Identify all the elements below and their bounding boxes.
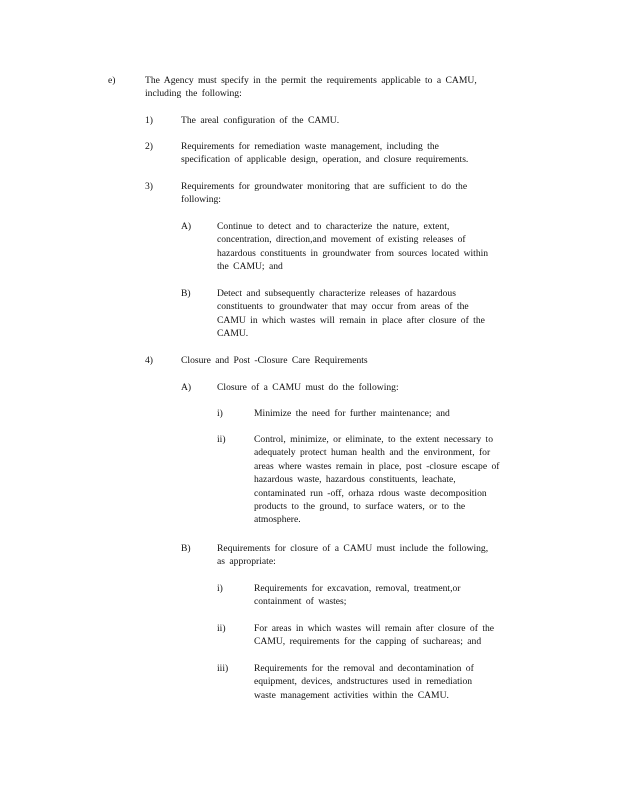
item-text: The Agency must specify in the permit the requirements applicable to a CAMU, including the following: (145, 75, 477, 100)
item-label: 3) (145, 181, 153, 192)
item-label: ii) (217, 623, 226, 634)
item-text: The areal configuration of the CAMU. (181, 115, 340, 126)
item-text: Requirements for the removal and decontamination of equipment, devices, andstructures used in remediation waste management activities within the CAMU. (254, 663, 474, 701)
item-label: B) (181, 288, 191, 299)
item-text: Continue to detect and to characterize the nature, extent, concentration, direction,and movement of existing releases of hazardous constituents in groundwater from sources located within the CAMU; and (217, 221, 489, 273)
item-text: Requirements for closure of a CAMU must include the following, as appropriate: (217, 543, 489, 568)
item-label: A) (181, 221, 192, 232)
item-text: Detect and subsequently characterize releases of hazardous constituents to groundwater that may occur from areas of the CAMU in which wastes will remain in place after closure of the CAMU. (217, 288, 485, 340)
item-label: i) (217, 583, 223, 594)
item-text: Closure of a CAMU must do the following: (217, 382, 399, 393)
item-label: 1) (145, 115, 153, 126)
item-text: Minimize the need for further maintenance; and (254, 408, 450, 419)
item-label: e) (108, 75, 116, 86)
item-text: Requirements for remediation waste management, including the specification of applicable design, operation, and closure requirements. (181, 141, 469, 166)
item-label: i) (217, 408, 223, 419)
item-label: B) (181, 543, 191, 554)
item-text: Requirements for excavation, removal, treatment,or containment of wastes; (254, 583, 461, 608)
item-label: ii) (217, 434, 226, 445)
item-label: 2) (145, 141, 153, 152)
item-text: Control, minimize, or eliminate, to the extent necessary to adequately protect human health and the environment, for areas where wastes remain in place, post -closure escape of hazardous waste, hazardous constituents, leachate, contaminated run -off, orhaza rdous waste decomposition products to the ground, to surface waters, or to the atmosphere. (254, 434, 500, 526)
item-label: A) (181, 382, 192, 393)
item-label: iii) (217, 663, 229, 674)
item-text: Closure and Post -Closure Care Requirements (181, 355, 368, 366)
item-text: For areas in which wastes will remain after closure of the CAMU, requirements for the capping of suchareas; and (254, 623, 495, 648)
item-text: Requirements for groundwater monitoring that are sufficient to do the following: (181, 181, 468, 206)
item-label: 4) (145, 355, 153, 366)
